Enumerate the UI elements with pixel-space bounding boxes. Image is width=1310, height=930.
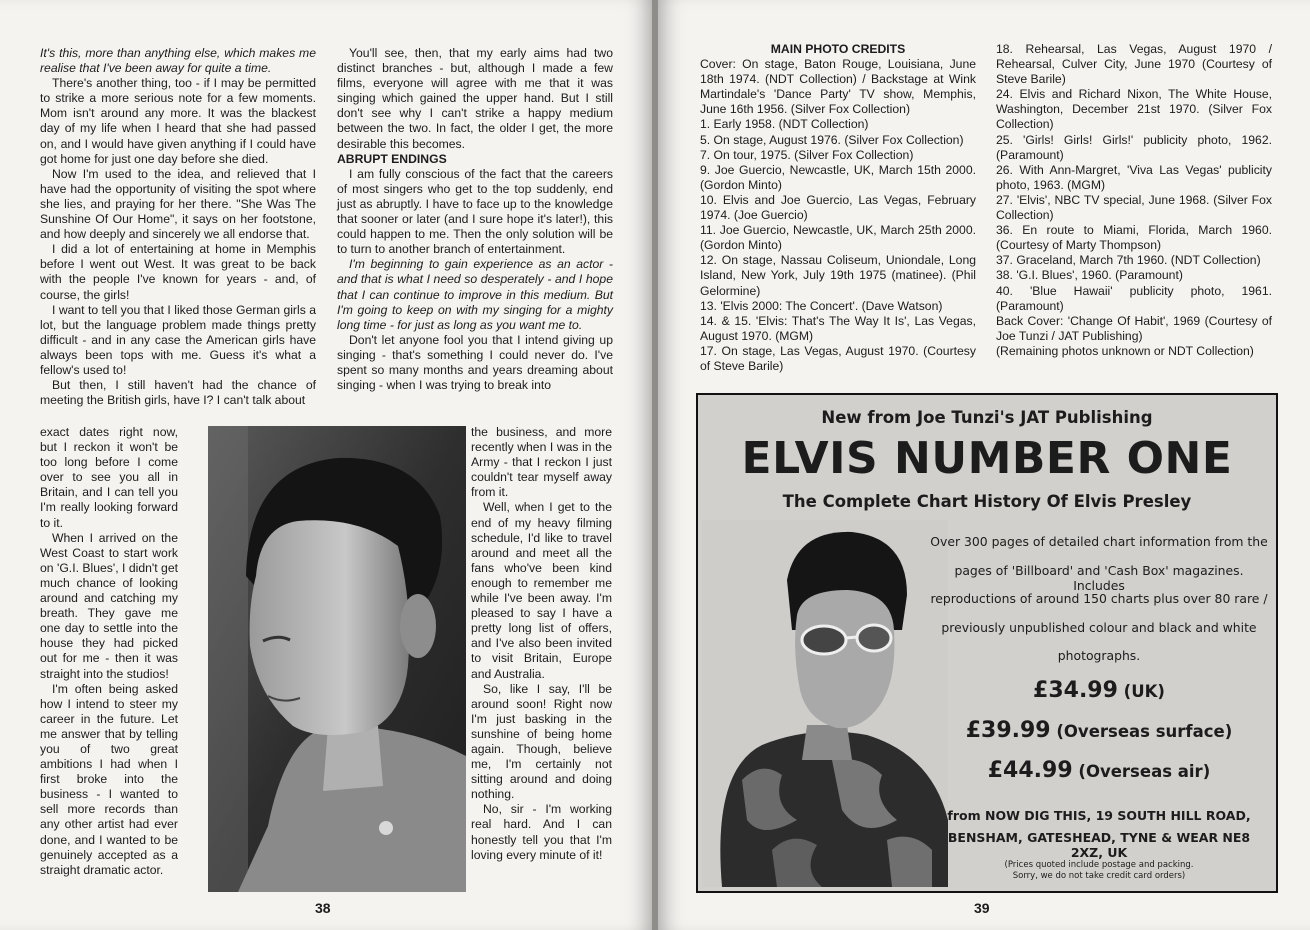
credit-entry: 24. Elvis and Richard Nixon, The White House, Washington, December 21st 1970. (Silver Fox Collection) [996,87,1272,132]
credit-entry: Back Cover: 'Change Of Habit', 1969 (Courtesy of Joe Tunzi / JAT Publishing) [996,313,1272,343]
col1-bottom-paragraph: When I arrived on the West Coast to start work on 'G.I. Blues', I didn't get much chance of looking around and catching my breath. They gave me one day to settle into the house they had picked out for me - then it was straight into the studios! [40,530,178,681]
credit-entry: (Remaining photos unknown or NDT Collection) [996,343,1254,358]
col2-bottom-paragraph: No, sir - I'm working real hard. And I can honestly tell you that I'm loving every minute of it! [471,802,612,862]
column-1-bottom [40,425,178,878]
ad-price-amount: £44.99 [987,758,1073,783]
right-page [658,0,1310,930]
ad-note-line-1: (Prices quoted include postage and packing. [1004,860,1194,870]
col2-top-paragraph: I'm beginning to gain experience as an actor - and that is what I need so desperately - and I hope that I can continue to improve in this medium. But I'm going to keep on with my singing for a mighty long time - for just as long as you want me to. [337,257,613,332]
credit-entry: 40. 'Blue Hawaii' publicity photo, 1961. (Paramount) [996,283,1272,313]
ad-price-amount: £39.99 [965,718,1051,743]
credit-entry: 25. 'Girls! Girls! Girls!' publicity photo, 1962. (Paramount) [996,132,1272,162]
elvis-sunglasses-photo [702,520,948,887]
credit-entry: 17. On stage, Las Vegas, August 1970. (Courtesy of Steve Barile) [700,343,976,373]
ad-description-line: photographs. [1057,648,1141,663]
ad-note-line-2: Sorry, we do not take credit card orders) [1012,871,1186,881]
col2-top-paragraph: Don't let anyone fool you that I intend giving up singing - that's something I could never do. I've spent so many months and years dreaming about singing - when I was trying to break into [337,332,613,393]
credit-entry: 1. Early 1958. (NDT Collection) [700,117,869,132]
credit-entry: 13. 'Elvis 2000: The Concert'. (Dave Watson) [700,298,943,313]
elvis-portrait-photo [208,426,466,892]
credits-heading: MAIN PHOTO CREDITS [770,42,906,56]
col1-top-paragraph: But then, I still haven't had the chance of meeting the British girls, have I? I can't talk about [40,378,316,408]
column-1-top [40,46,316,408]
credit-entry: 12. On stage, Nassau Coliseum, Uniondale, Long Island, New York, July 19th 1975 (matinee). (Phil Gelormine) [700,253,976,298]
left-page [0,0,652,930]
ad-price-label: (Overseas air) [1072,762,1211,781]
col2-bottom-paragraph: So, like I say, I'll be around soon! Right now I'm just basking in the sunshine of being home again. Though, believe me, I'm certainly not sitting around and doing nothing. [471,681,612,802]
col1-bottom-paragraph: I'm often being asked how I intend to steer my career in the future. Let me answer that by telling you of two great ambitions I had when I first broke into the business - I wanted to sell more records than any other artist had ever done, and I wanted to be genuinely accepted as a straight dramatic actor. [40,681,178,877]
ad-price-row [930,718,1268,743]
photo-credits-column-2 [996,42,1272,359]
ad-kicker: New from Joe Tunzi's JAT Publishing [821,408,1153,427]
col2-top-paragraph: You'll see, then, that my early aims had two distinct branches - but, although I made a few films, everyone will agree with me that it was singing which gained the upper hand. But I still don't see why I can't strike a happy medium between the two. In fact, the older I get, the more desirable this becomes. [337,46,613,151]
ad-description-line: Over 300 pages of detailed chart information from the [930,534,1268,549]
photo-credits-column-1 [700,42,976,374]
ad-description-line: pages of 'Billboard' and 'Cash Box' magazines. Includes [954,562,1244,593]
portrait-illustration [208,426,466,892]
ad-description-line: previously unpublished colour and black and white [941,619,1257,635]
col2-bottom-paragraph: Well, when I get to the end of my heavy filming schedule, I'd like to travel around and meet all the fans who've been kind enough to remember me while I've been away. I'm pleased to say I have a pretty long list of offers, and I've also been invited to visit Britain, Europe and Australia. [471,500,612,681]
credit-entry: 9. Joe Guercio, Newcastle, UK, March 15th 2000. (Gordon Minto) [700,162,976,192]
ad-title: ELVIS NUMBER ONE [741,433,1233,484]
credit-entry: 14. & 15. 'Elvis: That's The Way It Is', Las Vegas, August 1970. (MGM) [700,313,976,343]
col2-top-paragraph: I am fully conscious of the fact that the careers of most singers who get to the top suddenly, end just as abruptly. I have to face up to the knowledge that sooner or later (and I sure hope it's later!), this could happen to me. Then the only solution will be to turn to another branch of entertainment. [337,166,613,257]
column-2-top [337,46,613,393]
credit-entry: Cover: On stage, Baton Rouge, Louisiana, June 18th 1974. (NDT Collection) / Backstage at Wink Martindale's 'Dance Party' TV show, Memphis, June 16th 1956. (Silver Fox Collection) [700,57,976,117]
ad-address-line-2: BENSHAM, GATESHEAD, TYNE & WEAR NE8 2XZ, UK [947,830,1251,860]
credit-entry: 36. En route to Miami, Florida, March 1960. (Courtesy of Marty Thompson) [996,223,1272,253]
credit-entry: 38. 'G.I. Blues', 1960. (Paramount) [996,268,1183,283]
page-number-right: 39 [974,900,990,916]
col1-top-paragraph: I want to tell you that I liked those German girls a lot, but the language problem made things pretty difficult - and in any case the American girls have always been tops with me. Guess it's what a fellow's used to! [40,302,316,377]
column-2-bottom [471,425,612,863]
credit-entry: 11. Joe Guercio, Newcastle, UK, March 25th 2000. (Gordon Minto) [700,223,976,253]
ad-price-label: (Overseas surface) [1050,722,1233,741]
col2-top-paragraph: ABRUPT ENDINGS [337,151,447,166]
col1-bottom-paragraph: exact dates right now, but I reckon it won't be too long before I come over to see you all in Britain, and I can tell you I'm really looking forward to it. [40,425,178,530]
page-number-left: 38 [315,900,331,916]
credit-entry: 5. On stage, August 1976. (Silver Fox Collection) [700,132,964,147]
credit-entry: 26. With Ann-Margret, 'Viva Las Vegas' publicity photo, 1963. (MGM) [996,162,1272,192]
credit-entry: 27. 'Elvis', NBC TV special, June 1968. (Silver Fox Collection) [996,192,1272,223]
col1-top-paragraph: I did a lot of entertaining at home in Memphis before I went out West. It was great to be back with the people I've known for years - and, of course, the girls! [40,242,316,302]
credit-entry: 18. Rehearsal, Las Vegas, August 1970 / Rehearsal, Culver City, June 1970 (Courtesy of Steve Barile) [996,42,1272,87]
book-advertisement [696,393,1278,893]
ad-address-line-1: from NOW DIG THIS, 19 SOUTH HILL ROAD, [947,808,1251,823]
sunglasses-illustration [702,520,948,887]
ad-description-line: reproductions of around 150 charts plus over 80 rare / [930,591,1268,606]
col1-top-paragraph: There's another thing, too - if I may be permitted to strike a more serious note for a few moments. Mom isn't around any more. It was the blackest day of my life when I heard that she had passed on, and I would have given anything if I could have got home for just one day before she died. [40,76,316,166]
col2-bottom-paragraph: the business, and more recently when I was in the Army - that I reckon I just couldn't tear myself away from it. [471,425,612,500]
col1-top-paragraph: It's this, more than anything else, which makes me realise that I've been away for quite a time. [40,46,316,76]
ad-price-amount: £34.99 [1033,678,1118,703]
ad-price-row [930,758,1268,783]
credit-entry: 37. Graceland, March 7th 1960. (NDT Collection) [996,253,1261,268]
ad-subtitle: The Complete Chart History Of Elvis Presley [782,492,1192,511]
credit-entry: 10. Elvis and Joe Guercio, Las Vegas, February 1974. (Joe Guercio) [700,192,976,223]
ad-price-row [930,678,1268,703]
ad-price-label: (UK) [1117,682,1165,701]
col1-top-paragraph: Now I'm used to the idea, and relieved that I have had the opportunity of visiting the spot where she lies, and praying for her there. "She Was The Sunshine Of Our Home", it says on her footstone, and how deeply and sincerely we all endorse that. [40,166,316,242]
credit-entry: 7. On tour, 1975. (Silver Fox Collection) [700,147,914,162]
